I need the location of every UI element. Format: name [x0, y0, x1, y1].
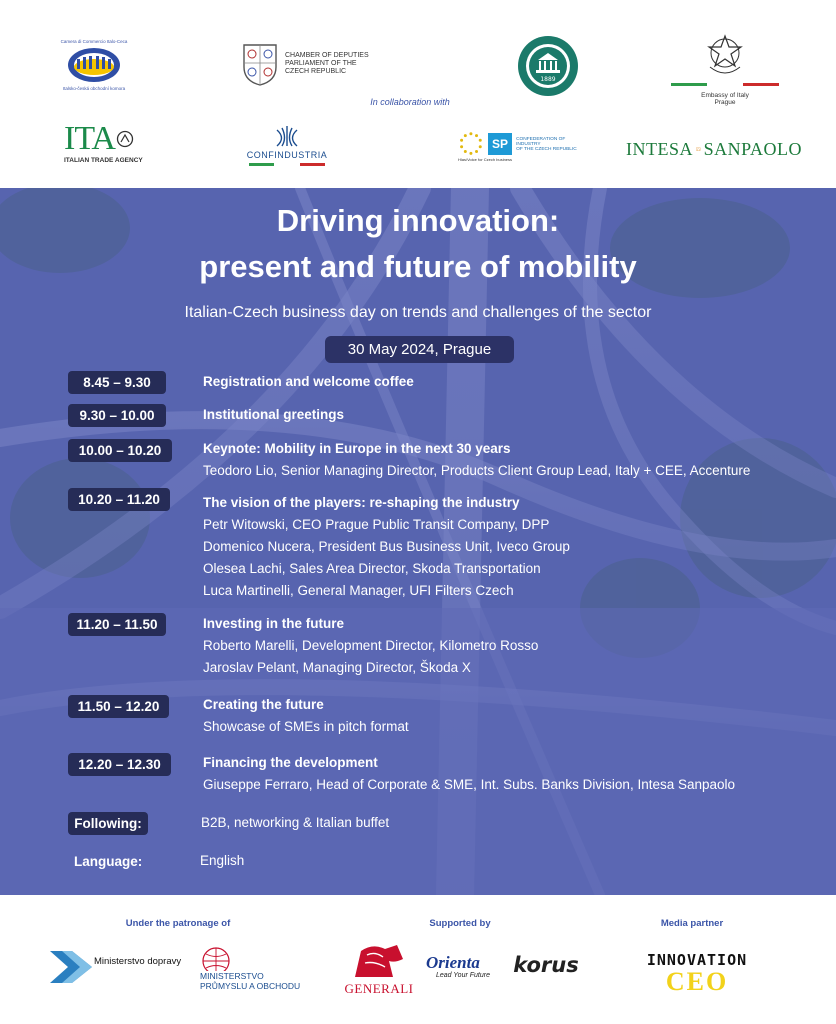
collaboration-label: In collaboration with	[370, 97, 450, 107]
italian-emblem-icon	[704, 33, 746, 79]
agenda-speaker: Luca Martinelli, General Manager, UFI Filters Czech	[203, 583, 514, 598]
agenda-time: 11.20 – 11.50	[68, 613, 166, 636]
intesa-part1: INTESA	[626, 138, 693, 159]
ita-circle-icon	[116, 130, 134, 148]
innovation-label: INNOVATION	[646, 951, 748, 969]
media-partner-label: Media partner	[660, 918, 724, 929]
agenda-speaker: Roberto Marelli, Development Director, Kilometro Rosso	[203, 638, 539, 653]
mpo-line1: MINISTERSTVO	[200, 971, 264, 981]
agenda-session: Creating the future	[203, 697, 324, 712]
chamber-of-deputies-logo	[240, 40, 370, 88]
korus-label: korus	[513, 953, 579, 977]
generali-label: GENERALI	[344, 981, 414, 996]
korus-logo	[508, 953, 584, 977]
agenda-time: 12.20 – 12.30	[68, 753, 171, 776]
agenda-time: 8.45 – 9.30	[68, 371, 166, 394]
mpo-line2: PRŮMYSLU A OBCHODU	[200, 981, 301, 991]
agenda-session: The vision of the players: re-shaping the industry	[203, 495, 520, 510]
intesa-sanpaolo-logo	[626, 136, 802, 162]
following-label: Following:	[68, 812, 148, 835]
orienta-tagline: Lead Your Future	[436, 971, 490, 979]
supported-label: Supported by	[429, 918, 491, 929]
sp-tagline: Hlas/Voice for Czech business	[458, 157, 513, 162]
orienta-label: Orienta	[426, 952, 480, 972]
embassy-of-italy-logo	[668, 28, 782, 110]
agenda-session: Keynote: Mobility in Europe in the next 30 years	[203, 441, 511, 456]
ita-label: ITALIAN TRADE AGENCY	[64, 157, 143, 164]
sp-mark: SP	[488, 133, 512, 155]
agenda-time: 10.20 – 11.20	[68, 488, 170, 511]
chamber-of-deputies-line3: CZECH REPUBLIC	[285, 68, 347, 75]
event-title-line1: Driving innovation:	[276, 203, 560, 238]
event-subtitle: Italian-Czech business day on trends and challenges of the sector	[184, 304, 652, 321]
innovation-ceo-logo	[632, 945, 762, 1001]
agenda-session: Institutional greetings	[203, 407, 345, 422]
confederation-of-industry-logo	[456, 124, 586, 164]
transport-arrow-icon	[48, 949, 94, 985]
agenda-speaker: Teodoro Lio, Senior Managing Director, Products Client Group Lead, Italy + CEE, Accenture	[203, 463, 751, 478]
ceo-label: CEO	[665, 967, 729, 996]
chamber-of-commerce-logo	[58, 30, 130, 100]
ipu-year: 1889	[540, 76, 556, 83]
agenda-time: 10.00 – 10.20	[68, 439, 172, 462]
language-label: Language:	[74, 854, 143, 869]
chamber-of-commerce-line1: Camera di Commercio Italo-Ceca	[60, 39, 128, 44]
ipu-seal-icon	[516, 34, 580, 98]
event-title-line2: present and future of mobility	[199, 249, 637, 284]
inter-parliamentary-union-logo	[516, 34, 580, 98]
event-date-badge: 30 May 2024, Prague	[325, 336, 514, 363]
agenda-session: Investing in the future	[203, 616, 345, 631]
partner-logos-header	[0, 0, 836, 188]
event-hero	[0, 188, 836, 895]
agenda-session: Registration and welcome coffee	[203, 374, 414, 389]
sp-label1: CONFEDERATION OF INDUSTRY	[516, 136, 566, 147]
agenda-time: 11.50 – 12.20	[68, 695, 169, 718]
lion-icon	[349, 941, 409, 981]
language-value: English	[200, 853, 245, 868]
sp-label2: OF THE CZECH REPUBLIC	[516, 146, 577, 152]
globe-icon	[200, 945, 232, 971]
chamber-of-deputies-line1: CHAMBER OF DEPUTIES	[285, 52, 369, 59]
chamber-of-deputies-line2: PARLIAMENT OF THE	[285, 60, 357, 67]
embassy-line2: Prague	[714, 98, 736, 106]
agenda-session: Financing the development	[203, 755, 378, 770]
mpo-logo	[200, 941, 310, 995]
agenda-speaker: Jaroslav Pelant, Managing Director, Škoda X	[203, 660, 471, 675]
chamber-of-commerce-line2: Italsko-česká obchodní komora	[62, 86, 126, 91]
confindustria-label: CONFINDUSTRIA	[246, 150, 328, 160]
following-value: B2B, networking & Italian buffet	[201, 815, 390, 830]
ministerstvo-dopravy-logo	[48, 947, 190, 987]
confindustria-emblem-icon	[272, 124, 302, 148]
sponsors-footer	[0, 895, 836, 1024]
eu-stars-icon	[456, 129, 486, 159]
agenda-speaker: Domenico Nucera, President Bus Business Unit, Iveco Group	[203, 539, 570, 554]
orienta-logo	[426, 951, 502, 981]
embassy-line1: Embassy of Italy	[701, 91, 749, 99]
ita-mark: ITA	[64, 120, 115, 157]
agenda-time: 9.30 – 10.00	[68, 404, 166, 427]
intesa-house-icon	[696, 139, 701, 159]
confindustria-logo	[246, 122, 328, 168]
czech-coat-of-arms-icon	[240, 41, 280, 87]
agenda-speaker: Petr Witowski, CEO Prague Public Transit Company, DPP	[203, 517, 550, 532]
generali-logo	[342, 939, 416, 999]
patronage-label: Under the patronage of	[125, 918, 231, 929]
agenda-speaker: Giuseppe Ferraro, Head of Corporate & SME, Int. Subs. Banks Division, Intesa Sanpaolo	[203, 777, 736, 792]
intesa-part2: SANPAOLO	[703, 138, 802, 159]
colosseum-icon	[66, 45, 122, 85]
agenda-speaker: Olesea Lachi, Sales Area Director, Skoda Transportation	[203, 561, 541, 576]
ita-logo	[64, 120, 146, 166]
agenda-speaker: Showcase of SMEs in pitch format	[203, 719, 409, 734]
ministerstvo-dopravy-label: Ministerstvo dopravy	[94, 955, 182, 967]
